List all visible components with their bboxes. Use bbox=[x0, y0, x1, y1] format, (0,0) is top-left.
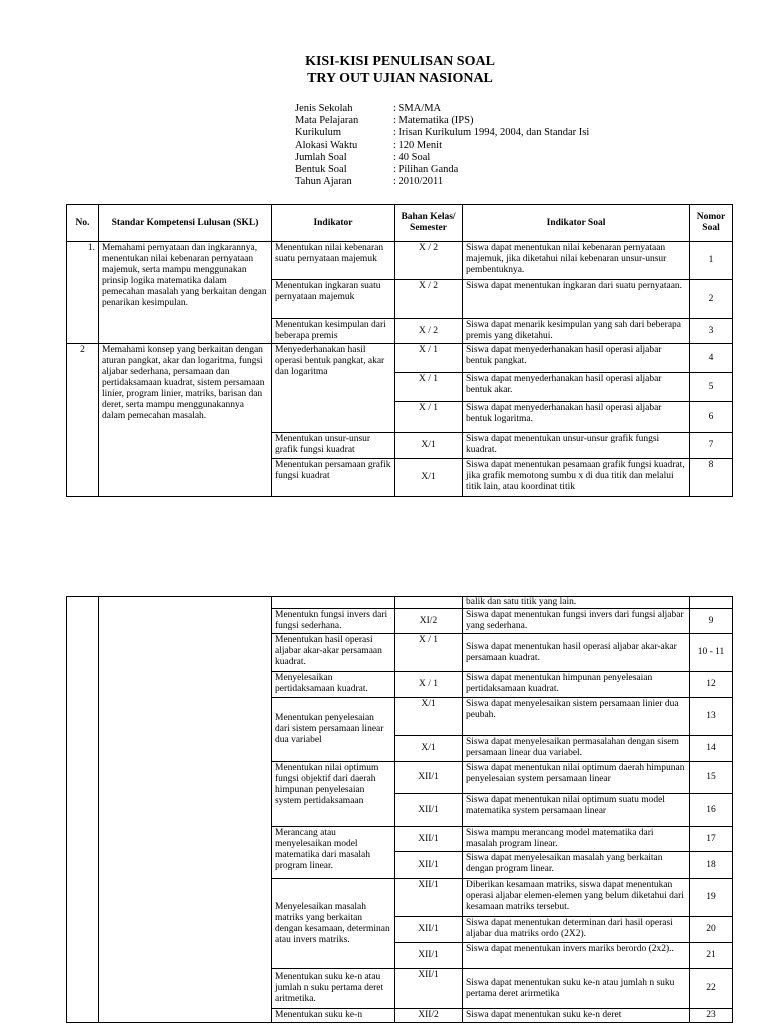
nomor-soal-cell: 16 bbox=[690, 794, 733, 827]
indikator-soal-cell: Siswa dapat menarik kesimpulan yang sah dari beberapa premis yang diketahui. bbox=[463, 319, 690, 344]
row-number: 1. bbox=[67, 242, 99, 344]
kelas-cell: XII/1 bbox=[395, 943, 463, 969]
indikator-soal-cell: Siswa dapat menyederhanakan hasil operasi aljabar bentuk pangkat. bbox=[463, 344, 690, 373]
indikator-cell: Menentukan hasil operasi aljabar akar-akar persamaan kuadrat. bbox=[272, 634, 395, 672]
indikator-soal-cell: Siswa mampu merancang model matematika dari masalah program linear. bbox=[463, 827, 690, 852]
kelas-cell: XII/1 bbox=[395, 969, 463, 1009]
nomor-soal-cell: 14 bbox=[690, 736, 733, 762]
kelas-cell: XII/1 bbox=[395, 827, 463, 852]
skl-text: Memahami pernyataan dan ingkarannya, menentukan nilai kebenaran pernyataan majemuk, serta mampu menggunakan prinsip logika matematika dalam pemecahan masalah yang berkaitan dengan penarikan kesimpulan. bbox=[99, 242, 272, 344]
meta-value: : 2010/2011 bbox=[393, 176, 444, 188]
nomor-soal-cell: 3 bbox=[690, 319, 733, 344]
nomor-soal-cell: 22 bbox=[690, 969, 733, 1009]
indikator-soal-cell: Siswa dapat menentukan nilai kebenaran pernyataan majemuk, jika diketahui nilai kebenaran unsur-unsur pembentuknya. bbox=[463, 242, 690, 280]
meta-key: Jumlah Soal bbox=[295, 151, 347, 163]
meta-key: Tahun Ajaran bbox=[295, 176, 352, 188]
indikator-cell: Menentukan persamaan grafik fungsi kuadrat bbox=[272, 459, 395, 497]
indikator-soal-cell: Siswa dapat menentukan fungsi invers dari fungsi aljabar yang sederhana. bbox=[463, 609, 690, 634]
nomor-soal-cell: 21 bbox=[690, 943, 733, 969]
nomor-soal-cell: 19 bbox=[690, 879, 733, 917]
nomor-soal-cell: 4 bbox=[690, 344, 733, 373]
kelas-cell: X / 1 bbox=[395, 373, 463, 402]
header-indikator-soal: Indikator Soal bbox=[463, 205, 690, 242]
kelas-cell: XII/1 bbox=[395, 852, 463, 879]
document-title: KISI-KISI PENULISAN SOAL bbox=[305, 54, 495, 69]
indikator-soal-cell: Siswa dapat menentukan ingkaran dari suatu pernyataan. bbox=[463, 280, 690, 319]
indikator-cell: Menyelesaikan pertidaksamaan kuadrat. bbox=[272, 672, 395, 698]
nomor-soal-cell: 15 bbox=[690, 762, 733, 794]
indikator-soal-cell: Siswa dapat menentukan hasil operasi aljabar akar-akar persamaan kuadrat. bbox=[463, 634, 690, 672]
indikator-cell bbox=[272, 597, 395, 609]
meta-value: : Pilihan Ganda bbox=[393, 164, 459, 176]
indikator-soal-cell: Siswa dapat menentukan suku ke-n deret bbox=[463, 1009, 690, 1023]
kelas-cell: X/1 bbox=[395, 698, 463, 736]
kelas-cell: XII/1 bbox=[395, 917, 463, 943]
header-nomor-soal: Nomor Soal bbox=[690, 205, 733, 242]
kisi-table-page-2 bbox=[66, 596, 733, 1023]
indikator-soal-cell: Siswa dapat menyelesaikan permasalahan dengan sisem persamaan linear dua variabel. bbox=[463, 736, 690, 762]
metadata-block bbox=[295, 103, 589, 188]
nomor-soal-cell: 18 bbox=[690, 852, 733, 879]
skl-text: Memahami konsep yang berkaitan dengan aturan pangkat, akar dan logaritma, fungsi aljabar sederhana, persamaan dan pertidaksamaan kuadrat, sistem persamaan linier, program linier, matriks, barisan dan deret, serta mampu menggunakannya dalam pemecahan masalah. bbox=[99, 344, 272, 497]
meta-value: : SMA/MA bbox=[393, 103, 442, 114]
kelas-cell: X / 1 bbox=[395, 402, 463, 433]
indikator-soal-cell: Siswa dapat menentukan invers mariks berordo (2x2).. bbox=[463, 943, 690, 969]
indikator-soal-cell: Siswa dapat menentukan himpunan penyelesaian pertidaksamaan kuadrat. bbox=[463, 672, 690, 698]
kelas-cell: X / 2 bbox=[395, 242, 463, 280]
kelas-cell: XII/1 bbox=[395, 794, 463, 827]
indikator-soal-cell: Siswa dapat menyelesaikan sistem persamaan linier dua peubah. bbox=[463, 698, 690, 736]
meta-key: Jenis Sekolah bbox=[295, 103, 353, 114]
nomor-soal-cell: 10 - 11 bbox=[690, 634, 733, 672]
nomor-soal-cell: 23 bbox=[690, 1009, 733, 1023]
meta-value: : Matematika (IPS) bbox=[393, 115, 474, 127]
document-subtitle: TRY OUT UJIAN NASIONAL bbox=[307, 71, 493, 86]
kelas-cell: X / 1 bbox=[395, 634, 463, 672]
indikator-cell: Menentukan suku ke-n atau jumlah n suku pertama deret aritmetika. bbox=[272, 969, 395, 1009]
indikator-soal-cell: Siswa dapat menentukan determinan dari hasil operasi aljabar dua matriks ordo (2X2). bbox=[463, 917, 690, 943]
skl-text bbox=[99, 597, 272, 1023]
kelas-cell: X/1 bbox=[395, 433, 463, 459]
indikator-cell: Menentukan ingkaran suatu pernyataan majemuk bbox=[272, 280, 395, 319]
nomor-soal-cell: 13 bbox=[690, 698, 733, 736]
kelas-cell: XII/1 bbox=[395, 879, 463, 917]
indikator-soal-cell: Siswa dapat menyelesaikan masalah yang berkaitan dengan program linear. bbox=[463, 852, 690, 879]
indikator-cell: Menentukan unsur-unsur grafik fungsi kuadrat bbox=[272, 433, 395, 459]
indikator-cell: Menentukan nilai kebenaran suatu pernyataan majemuk bbox=[272, 242, 395, 280]
kelas-cell: X / 1 bbox=[395, 344, 463, 373]
meta-key: Mata Pelajaran bbox=[295, 115, 359, 127]
indikator-soal-cell: Siswa dapat menentukan pesamaan grafik fungsi kuadrat, jika grafik memotong sumbu x di dua titik dan melalui titik lain, atau koordinat titik bbox=[463, 459, 690, 497]
kelas-cell: XII/2 bbox=[395, 1009, 463, 1023]
nomor-soal-cell: 17 bbox=[690, 827, 733, 852]
kisi-table-page-1 bbox=[66, 204, 733, 497]
meta-key: Kurikulum bbox=[295, 127, 342, 139]
header-kelas: Bahan Kelas/ Semester bbox=[395, 205, 463, 242]
kelas-cell: X/1 bbox=[395, 736, 463, 762]
nomor-soal-cell: 2 bbox=[690, 280, 733, 319]
kelas-cell: X / 2 bbox=[395, 319, 463, 344]
meta-value: : Irisan Kurikulum 1994, 2004, dan Standar Isi bbox=[393, 127, 590, 139]
indikator-soal-cell: Siswa dapat menentukan nilai optimum suatu model matematika system persamaan linear bbox=[463, 794, 690, 827]
kelas-cell: XII/1 bbox=[395, 762, 463, 794]
kelas-cell: X / 1 bbox=[395, 672, 463, 698]
indikator-cell: Menentukan nilai optimum fungsi objektif dari daerah himpunan penyelesaian system pertidaksamaan bbox=[272, 762, 395, 827]
kelas-cell: XI/2 bbox=[395, 609, 463, 634]
header-skl: Standar Kompetensi Lulusan (SKL) bbox=[99, 205, 272, 242]
kelas-cell bbox=[395, 597, 463, 609]
indikator-cell: Menentukan kesimpulan dari beberapa premis bbox=[272, 319, 395, 344]
header-indikator: Indikator bbox=[272, 205, 395, 242]
indikator-soal-cell: balik dan satu titik yang lain. bbox=[463, 597, 690, 609]
meta-key: Bentuk Soal bbox=[295, 164, 347, 176]
row-number: 2 bbox=[67, 344, 99, 497]
row-number bbox=[67, 597, 99, 1023]
meta-value: : 120 Menit bbox=[393, 139, 442, 151]
indikator-cell: Menyederhanakan hasil operasi bentuk pangkat, akar dan logaritma bbox=[272, 344, 395, 433]
nomor-soal-cell: 8 bbox=[690, 459, 733, 497]
nomor-soal-cell: 5 bbox=[690, 373, 733, 402]
nomor-soal-cell: 6 bbox=[690, 402, 733, 433]
indikator-cell: Menyelesaikan masalah matriks yang berkaitan dengan kesamaan, determinan atau invers matriks. bbox=[272, 879, 395, 969]
indikator-soal-cell: Siswa dapat menentukan unsur-unsur grafik fungsi kuadrat. bbox=[463, 433, 690, 459]
nomor-soal-cell: 7 bbox=[690, 433, 733, 459]
indikator-cell: Menentukan penyelesaian dari sistem persamaan linear dua variabel bbox=[272, 698, 395, 762]
nomor-soal-cell: 1 bbox=[690, 242, 733, 280]
indikator-soal-cell: Diberikan kesamaan matriks, siswa dapat menentukan operasi aljabar elemen-elemen yang belum diketahui dari kesamaan matriks tersebut. bbox=[463, 879, 690, 917]
meta-key: Alokasi Waktu bbox=[295, 139, 358, 151]
indikator-cell: Menentukn fungsi invers dari fungsi sederhana. bbox=[272, 609, 395, 634]
indikator-soal-cell: Siswa dapat menyederhanakan hasil operasi aljabar bentuk logaritma. bbox=[463, 402, 690, 433]
indikator-soal-cell: Siswa dapat menentukan nilai optimum daerah himpunan penyelesaian system persamaan linear bbox=[463, 762, 690, 794]
nomor-soal-cell: 9 bbox=[690, 609, 733, 634]
kelas-cell: X/1 bbox=[395, 459, 463, 497]
indikator-cell: Merancang atau menyelesaikan model matematika dari masalah program linear. bbox=[272, 827, 395, 879]
nomor-soal-cell: 12 bbox=[690, 672, 733, 698]
indikator-soal-cell: Siswa dapat menentukan suku ke-n atau jumlah n suku pertama deret arirmetika bbox=[463, 969, 690, 1009]
nomor-soal-cell bbox=[690, 597, 733, 609]
meta-value: : 40 Soal bbox=[393, 151, 431, 163]
indikator-cell: Menentukan suku ke-n bbox=[272, 1009, 395, 1023]
indikator-soal-cell: Siswa dapat menyederhanakan hasil operasi aljabar bentuk akar. bbox=[463, 373, 690, 402]
kelas-cell: X / 2 bbox=[395, 280, 463, 319]
nomor-soal-cell: 20 bbox=[690, 917, 733, 943]
header-no: No. bbox=[67, 205, 99, 242]
